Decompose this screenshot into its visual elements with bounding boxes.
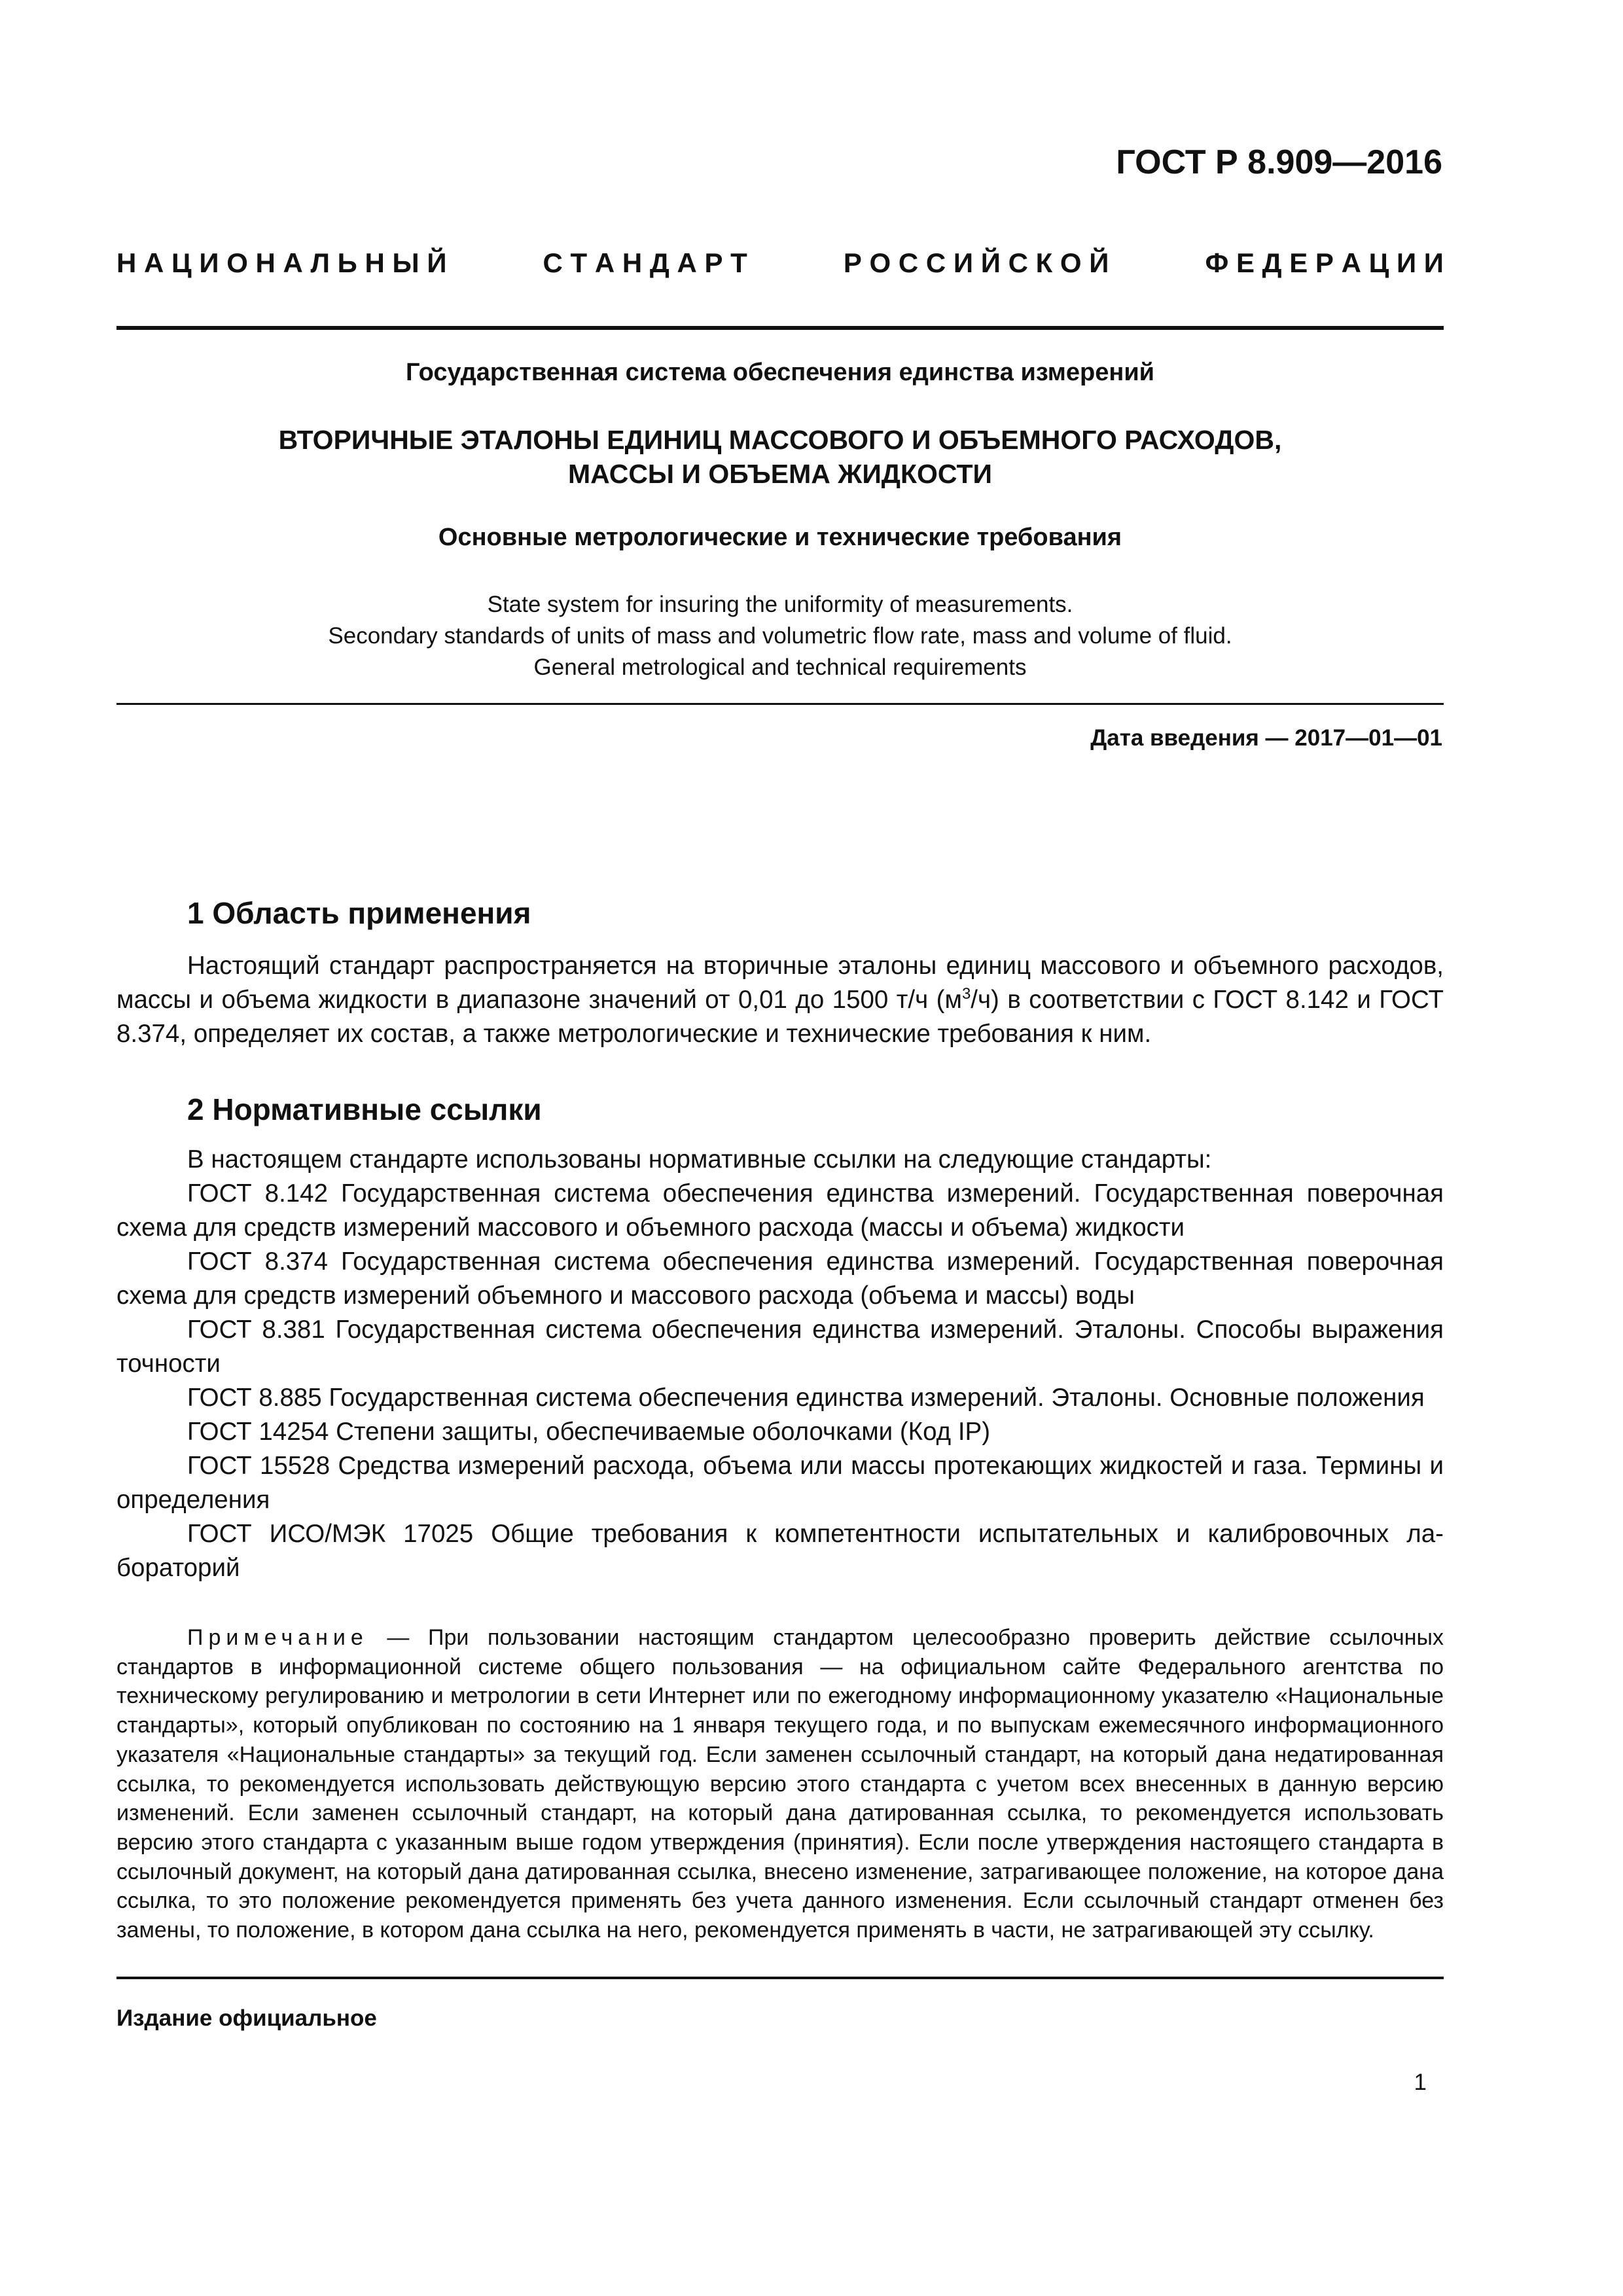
org-title-word: С Т А Н Д А Р Т [543, 247, 747, 278]
date-intro: Дата введения — 2017—01—01 [1090, 725, 1442, 751]
org-title-word: Ф Е Д Е Р А Ц И И [1205, 247, 1444, 278]
page-number: 1 [1414, 2070, 1427, 2095]
footer-divider [116, 1977, 1444, 1979]
reference-item: ГОСТ 8.142 Государственная система обеспечения единства измерений. Государственная поверочная схема для средств измерений массового и объемного расхода (массы и объема) жидкости [116, 1179, 1444, 1242]
english-line: Secondary standards of units of mass and volumetric flow rate, mass and volume of fluid. [328, 623, 1232, 649]
org-title-word: Н А Ц И О Н А Л Ь Н Ы Й [116, 247, 447, 278]
title-divider [116, 703, 1444, 705]
superscript: 3 [961, 985, 971, 1003]
note-text: — При пользовании настоящим стандартом целесообразно проверить действие ссылочных стандартов в информационной системе общего пользования — на официальном сайте Федерального агентства по техническому регулированию и метрологии в сети Интернет или по ежегодному информационному указателю «Национальные стандарты», который опубликован по состоянию на 1 января текущего года, и по выпускам ежемесячного информационного указателя «Национальные стандарты» за текущий год. Если заменен ссылочный стандарт, на который дана недатированная ссылка, то рекомендуется использовать действующую версию этого стандарта с учетом всех внесенных в данную версию изменений. Если заменен ссылочный стандарт, на который дана датированная ссылка, то рекомендуется использовать версию этого стандарта с указанным выше годом утверждения (принятия). Если после утверждения настоящего стандарта в ссылочный документ, на который дана датированная ссылка, внесено изменение, затрагивающее положение, на которое дана ссылка, то это положение рекомендуется применять без учета данного изменения. Если ссылочный стандарт отменен без замены, то положение, в котором дана ссылка на него, рекомендуется применять в части, не затрагивающей эту ссылку. [116, 1625, 1444, 1943]
references-intro: В настоящем стандарте использованы нормативные ссылки на следующие стандарты: [187, 1145, 1212, 1174]
edition-label: Издание официальное [116, 2005, 377, 2031]
section-2-heading: 2 Нормативные ссылки [187, 1092, 542, 1126]
main-title [116, 423, 1444, 491]
main-title-line: ВТОРИЧНЫЕ ЭТАЛОНЫ ЕДИНИЦ МАССОВОГО И ОБЪЕМНОГО РАСХОДОВ, [278, 425, 1282, 455]
english-title [116, 589, 1444, 683]
reference-item: ГОСТ 15528 Средства измерений расхода, объема или массы протекающих жидкостей и газа. Термины и определения [116, 1452, 1444, 1514]
english-line: State system for insuring the uniformity of measurements. [487, 592, 1073, 617]
system-title: Государственная система обеспечения единства измерений [405, 359, 1155, 386]
reference-item: ГОСТ 8.374 Государственная система обеспечения единства измерений. Государственная поверочная схема для средств измерений объемного и массового расхода (объема и массы) воды [116, 1247, 1444, 1310]
doc-number: ГОСТ Р 8.909—2016 [1116, 143, 1442, 181]
reference-item: ГОСТ ИСО/МЭК 17025 Общие требования к компетентности испытательных и калибровочных лабораторий [116, 1520, 1444, 1582]
reference-item: ГОСТ 8.885 Государственная система обеспечения единства измерений. Эталоны. Основные положения [187, 1384, 1425, 1412]
scope-text: /ч) в соответствии с ГОСТ 8.142 и ГОСТ 8.374, определяет их состав, а также метрологические и технические требования к ним. [116, 986, 1444, 1048]
section-2-body [116, 1143, 1444, 1585]
org-title-word: Р О С С И Й С К О Й [843, 247, 1109, 278]
section-1-heading: 1 Область применения [187, 896, 531, 930]
subtitle: Основные метрологические и технические требования [438, 524, 1122, 551]
org-title [116, 247, 1444, 279]
scope-text: Настоящий стандарт распространяется на вторичные эталоны единиц массового и объемного расходов, массы и объема жидкости в диапазоне значений от 0,01 до 1500 т/ч (м [116, 952, 1444, 1014]
reference-item: ГОСТ 8.381 Государственная система обеспечения единства измерений. Эталоны. Способы выражения точности [116, 1316, 1444, 1378]
main-title-line: МАССЫ И ОБЪЕМА ЖИДКОСТИ [567, 459, 993, 489]
note [116, 1623, 1444, 1945]
section-1-body [116, 949, 1444, 1051]
scope-paragraph [116, 949, 1444, 1051]
top-divider [116, 326, 1444, 330]
reference-item: ГОСТ 14254 Степени защиты, обеспечиваемые оболочками (Код IP) [187, 1418, 991, 1446]
english-line: General metrological and technical requirements [533, 655, 1027, 680]
note-label: Примечание [187, 1625, 368, 1650]
